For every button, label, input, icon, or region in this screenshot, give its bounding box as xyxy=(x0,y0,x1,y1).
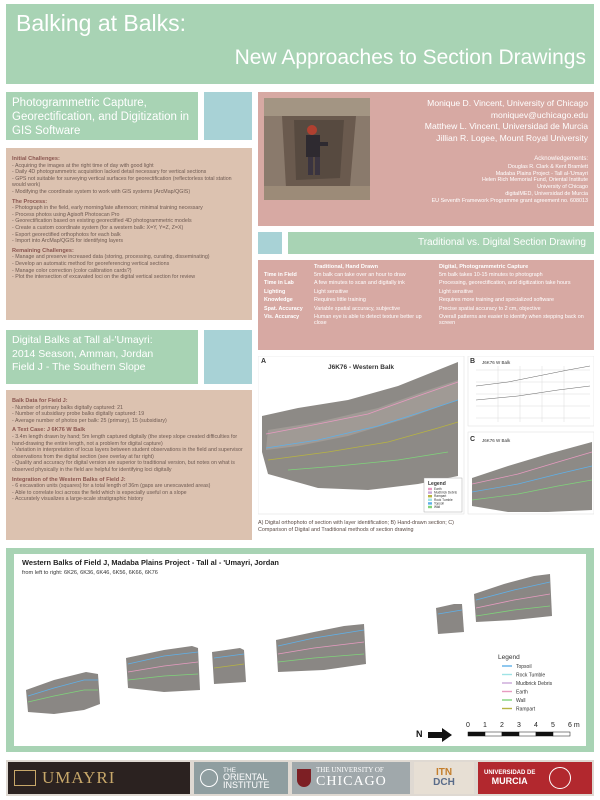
comparison-digital-cell: Overall patterns are easier to identify when stepping back on screen xyxy=(439,314,584,327)
teal-accent-1 xyxy=(204,92,252,140)
ack-line: Douglas R. Clark & Kent Bramlett xyxy=(508,163,588,170)
remaining-challenge-item: - Manage color correction (color calibration cards?) xyxy=(12,267,132,274)
scale-tick-label: 2 xyxy=(500,722,504,729)
panel-a-legend-swatch xyxy=(428,506,432,508)
scale-tick-label: 4 xyxy=(534,722,538,729)
umayri-logo xyxy=(8,762,190,794)
digital-balks-heading-line2: 2014 Season, Amman, Jordan xyxy=(12,347,154,360)
case-title: A Text Case: J 6K76 W Balk xyxy=(12,427,86,434)
section-figure xyxy=(258,356,594,542)
balk-data-item: - Average number of photos per balk: 25 (primary), 15 (subsidiary) xyxy=(12,417,167,424)
uchicago-logo xyxy=(292,762,410,794)
murcia-line1: UNIVERSIDAD DE xyxy=(484,770,536,776)
comparison-table xyxy=(262,263,590,328)
murcia-seal-icon xyxy=(549,767,571,789)
scale-tick-label: 5 xyxy=(551,722,555,729)
figure-area xyxy=(258,356,594,542)
western-balks-title: Western Balks of Field J, Madaba Plains Project - Tall al - 'Umayri, Jordan xyxy=(22,558,279,567)
photogrammetric-heading xyxy=(6,92,198,140)
process-item: - Export georectified orthophotos for each balk xyxy=(12,231,121,238)
itn-dch-logo xyxy=(414,762,474,794)
digital-balks-body xyxy=(6,390,252,540)
process-item: - Import into ArcMap/QGIS for identifying layers xyxy=(12,238,123,245)
scale-bar-segment xyxy=(553,732,570,736)
itn-dch-text xyxy=(433,768,455,788)
oi-line2: ORIENTAL xyxy=(223,772,268,783)
scale-bar-segment xyxy=(485,732,502,736)
remaining-challenge-item: - Plot the intersection of excavated loci on the digital vertical section for review xyxy=(12,274,196,281)
comparison-traditional-cell: 5m balk can take over an hour to draw xyxy=(314,272,406,278)
oi-line3: INSTITUTE xyxy=(223,779,270,790)
integration-title: Integration of the Western Balks of Field J: xyxy=(12,476,126,483)
comparison-header-row xyxy=(262,263,590,271)
process-item: - Process photos using Agisoft Photoscan Pro xyxy=(12,211,120,218)
scale-bar-segment xyxy=(519,732,536,736)
initial-challenges-list xyxy=(12,163,246,196)
ack-line: Madaba Plains Project - Tall al-'Umayri xyxy=(495,170,588,177)
photogrammetric-body xyxy=(6,148,252,320)
panel-b-frame xyxy=(468,356,594,426)
author-2: Matthew L. Vincent, Universidad de Murcia xyxy=(424,121,588,131)
author-3: Jillian R. Logee, Mount Royal University xyxy=(436,132,588,143)
comparison-traditional-cell: Variable spatial accuracy, subjective xyxy=(314,305,401,312)
comparison-digital-cell: 5m balk takes 10-15 minutes to photograph xyxy=(439,272,543,278)
balk-6k66 xyxy=(436,604,464,634)
comparison-digital-cell: Light sensitive xyxy=(439,288,474,295)
comparison-traditional-cell: Requires little training xyxy=(314,297,366,304)
oi-line1: THE xyxy=(223,766,236,774)
uc-line2: CHICAGO xyxy=(316,774,387,789)
panel-a-legend-label: Rock Tumble xyxy=(434,497,453,502)
scale-tick-label: 6 m xyxy=(568,722,580,729)
photogrammetric-heading-text: Photogrammetric Capture, Georectification, and Digitization in GIS Software xyxy=(12,97,190,137)
panel-a-legend-label: Wall xyxy=(434,505,441,509)
panel-c-title: J6K76 W Balk xyxy=(482,438,511,443)
north-arrow-icon xyxy=(428,728,452,742)
ack-line: University of Chicago xyxy=(537,184,588,191)
panel-a-legend-label: Earth xyxy=(434,487,442,491)
initial-challenge-item: - GPS not suitable for surveying vertical surfaces for georectification (reflectorless total station would work) xyxy=(12,175,232,189)
comparison-row-label: Knowledge xyxy=(264,297,293,304)
balk-data-list xyxy=(12,405,246,425)
western-balks-legend-label: Topsoil xyxy=(516,664,532,670)
panel-a-legend-swatch xyxy=(428,488,432,490)
panel-a-legend-swatch xyxy=(428,495,432,497)
murcia-line2: MURCIA xyxy=(491,776,528,786)
poster-title-line2: New Approaches to Section Drawings xyxy=(234,46,586,69)
comparison-body xyxy=(262,271,590,328)
comparison-traditional-cell: Human eye is able to detect texture better up close xyxy=(314,314,422,327)
excavation-photo xyxy=(264,98,370,200)
uc-line1: THE UNIVERSITY OF xyxy=(316,766,384,774)
panel-a-legend-label: Mudbrick Debris xyxy=(434,490,458,495)
digital-balks-heading-line3: Field J - The Southern Slope xyxy=(12,361,146,373)
balk-6k56 xyxy=(276,624,366,672)
process-list xyxy=(12,205,246,245)
case-item: - 3.4m length drawn by hand; 5m length captured digitally (the steep slope created difficulties for hand-drawing the entire length, not a problem for digital capture) xyxy=(12,433,238,447)
process-title: The Process: xyxy=(12,198,48,205)
integration-list xyxy=(12,483,246,503)
comparison-row-label: Time in Field xyxy=(264,272,297,278)
teal-accent-2 xyxy=(258,232,282,254)
western-balks-legend-label: Mudbrick Debris xyxy=(516,681,553,687)
uchicago-text xyxy=(316,766,387,790)
umayri-logo-icon xyxy=(14,770,36,786)
scale-bar-segment xyxy=(468,732,485,736)
oriental-institute-logo xyxy=(194,762,288,794)
remaining-challenges-list xyxy=(12,254,246,280)
author-1: Monique D. Vincent, University of Chicago xyxy=(427,98,588,108)
scale-tick-label: 1 xyxy=(483,722,487,729)
comparison-row xyxy=(262,279,590,287)
panel-c-label: C xyxy=(470,436,476,443)
comparison-digital-cell: Processing, georectification, and digitization take hours xyxy=(439,280,571,287)
panel-a-legend-swatch xyxy=(428,499,432,501)
comparison-header-blank xyxy=(262,263,312,271)
panel-a-label: A xyxy=(261,358,267,365)
acknowledgements xyxy=(376,156,588,205)
oi-emblem-icon xyxy=(200,769,218,787)
comparison-heading-text: Traditional vs. Digital Section Drawing xyxy=(417,237,586,248)
panel-a-legend-label: Rampart xyxy=(434,494,447,499)
comparison-digital-cell: Precise spatial accuracy to 2 cm, objective xyxy=(439,305,541,312)
north-label: N xyxy=(416,729,423,739)
western-balks-subtitle: from left to right: 6K26, 6K36, 6K46, 6K56, 6K66, 6K76 xyxy=(22,570,158,576)
western-balks-legend-label: Wall xyxy=(516,698,526,704)
integration-item: - Able to correlate loci across the field which is especially useful on a slope xyxy=(12,489,187,496)
case-item: - Variation in interpretation of locus layers between student observations in the field and supervisor observations from the digital section (see overlay at far right) xyxy=(12,447,243,460)
uchicago-shield-icon xyxy=(297,769,311,787)
author-list xyxy=(376,98,588,144)
umayri-logo-text: UMAYRI xyxy=(42,768,116,787)
remaining-challenges-title: Remaining Challenges: xyxy=(12,247,74,254)
remaining-challenge-item: - Manage and preserve increased data (storing, processing, curating, disseminating) xyxy=(12,254,210,261)
comparison-row xyxy=(262,305,590,313)
process-item: - Photograph in the field, early morning/late afternoon; minimal training necessary xyxy=(12,205,203,212)
comparison-digital-cell: Requires more training and specialized software xyxy=(439,297,555,304)
oi-text xyxy=(223,767,270,790)
initial-challenge-item: - Daily 4D photogrammetric acquisition lacked detail necessary for vertical sections xyxy=(12,169,207,176)
ack-title: Acknowledgements: xyxy=(534,156,588,162)
panel-a-title: J6K76 - Western Balk xyxy=(328,364,394,371)
ack-line: digitalMED, Universidad de Murcia xyxy=(505,190,588,197)
digital-balks-heading-line1: Digital Balks at Tall al-'Umayri: xyxy=(12,334,153,346)
balk-data-item: - Number of primary balks digitally captured: 21 xyxy=(12,404,123,411)
ack-line: EU Seventh Framework Programme grant agreement no. 608013 xyxy=(431,197,588,204)
comparison-row-label: Lighting xyxy=(264,288,286,295)
balk-data-title: Balk Data for Field J: xyxy=(12,398,68,404)
digital-balks-heading xyxy=(6,330,198,384)
comparison-col-digital: Digital, Photogrammetric Capture xyxy=(439,264,529,270)
author-1-email: moniquev@uchicago.edu xyxy=(490,109,588,120)
excavation-photo-image xyxy=(264,98,370,200)
western-balks-legend xyxy=(502,664,553,713)
scale-tick-label: 3 xyxy=(517,722,521,729)
scale-bar-segment xyxy=(536,732,553,736)
comparison-row-label: Time in Lab xyxy=(264,280,294,287)
panel-a-legend-swatch xyxy=(428,491,432,493)
itn-line1: ITN xyxy=(435,767,453,778)
comparison-row xyxy=(262,271,590,279)
panel-b-label: B xyxy=(470,358,476,365)
western-balks-diagram xyxy=(14,554,586,746)
process-item: - Georectification based on existing georectified 4D photogrammetric models xyxy=(12,218,192,225)
panel-a-legend-label: Topsoil xyxy=(434,501,444,506)
teal-accent-3 xyxy=(204,330,252,384)
panel-a-legend-title: Legend xyxy=(428,481,446,487)
case-list xyxy=(12,434,246,474)
comparison-col-traditional: Traditional, Hand Drawn xyxy=(314,264,379,270)
figure-caption: A) Digital orthophoto of section with layer identification; B) Hand-drawn section; C) Comparison of Digital and Traditional methods of section drawing xyxy=(258,520,454,533)
panel-b-title: J6K76 W Balk xyxy=(482,360,511,365)
case-item: - Quality and accuracy for digital version are superior to traditional version, but notes on what is observed physically in the field are helpful for identifying loci digitally xyxy=(12,460,235,473)
comparison-row-label: Vis. Accuracy xyxy=(264,314,300,321)
comparison-traditional-cell: A few minutes to scan and digitally ink xyxy=(314,280,405,287)
integration-item: - 6 excavation units (squares) for a total length of 36m (gaps are unexcavated areas) xyxy=(12,483,211,490)
comparison-row xyxy=(262,296,590,304)
comparison-row xyxy=(262,288,590,296)
initial-challenge-item: - Modifying the coordinate system to work with GIS systems (ArcMap/QGIS) xyxy=(12,188,191,195)
panel-a-legend-swatch xyxy=(428,502,432,504)
initial-challenges-title: Initial Challenges: xyxy=(12,156,60,162)
remaining-challenge-item: - Develop an automatic method for georeferencing vertical sections xyxy=(12,260,170,267)
balk-data-item: - Number of subsidiary probe balks digitally captured: 19 xyxy=(12,411,145,418)
itn-line2: DCH xyxy=(433,777,455,788)
western-balks-legend-label: Earth xyxy=(516,689,528,696)
comparison-panel xyxy=(258,260,594,350)
murcia-logo xyxy=(478,762,592,794)
scale-tick-label: 0 xyxy=(466,722,470,729)
process-item: - Create a custom coordinate system (for a western balk: X=Y, Y=Z, Z=X) xyxy=(12,224,184,231)
murcia-text xyxy=(484,770,535,786)
initial-challenge-item: - Acquiring the images at the right time of day with good light xyxy=(12,162,154,169)
comparison-row xyxy=(262,313,590,328)
comparison-row-label: Spat. Accuracy xyxy=(264,305,303,312)
integration-item: - Accurately visualizes a large-scale stratigraphic history xyxy=(12,496,144,503)
comparison-heading xyxy=(288,232,594,254)
ack-line: Helen Rich Memorial Fund, Oriental Institute xyxy=(481,177,588,184)
comparison-traditional-cell: Light sensitive xyxy=(314,288,349,295)
scale-bar-segment xyxy=(502,732,519,736)
scale-bar xyxy=(468,732,570,736)
western-balks-legend-label: Rock Tumble xyxy=(516,672,546,679)
poster-title-line1: Balking at Balks: xyxy=(16,10,187,36)
western-balks-legend-title: Legend xyxy=(498,654,520,661)
western-balks-legend-label: Rampart xyxy=(516,706,536,713)
